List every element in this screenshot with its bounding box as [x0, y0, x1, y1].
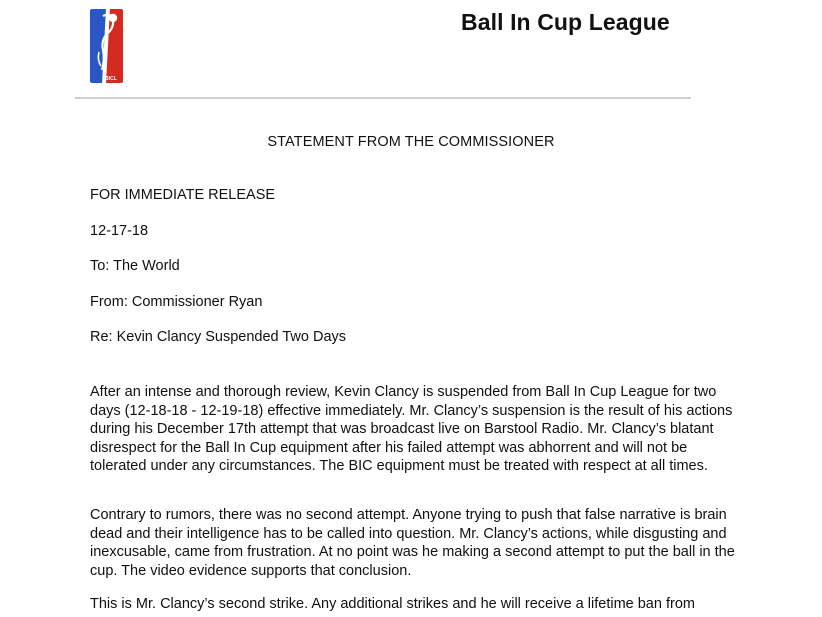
- logo-text: BICL: [105, 76, 117, 82]
- from-line: From: Commissioner Ryan: [90, 294, 263, 310]
- release-line: FOR IMMEDIATE RELEASE: [90, 187, 276, 203]
- league-logo: [89, 8, 124, 84]
- subject-line: Re: Kevin Clancy Suspended Two Days: [90, 329, 347, 345]
- body-paragraph: After an intense and thorough review, Kevin Clancy is suspended from Ball In Cup League for two days (12-18-18 - 12-19-18) effective immediately. Mr. Clancy’s suspension is the result of his actions during his December 17th attempt that was broadcast live on Barstool Radio. Mr. Clancy’s blatant disrespect for the Ball In Cup equipment after his failed attempt was abhorrent and will not be tolerated under any circumstances. The BIC equipment must be treated with respect at all times.: [90, 384, 733, 474]
- to-line: To: The World: [90, 258, 180, 274]
- date-line: 12-17-18: [90, 223, 149, 239]
- league-logo-graphic: [89, 8, 124, 84]
- statement-title: STATEMENT FROM THE COMMISSIONER: [267, 134, 555, 150]
- body-paragraph: Contrary to rumors, there was no second attempt. Anyone trying to push that false narrative is brain dead and their intelligence has to be called into question. Mr. Clancy’s actions, while disgusting and inexcusable, came from frustration. At no point was he making a second attempt to put the ball in the cup. The video evidence supports that conclusion.: [90, 507, 735, 579]
- body-paragraph: This is Mr. Clancy’s second strike. Any additional strikes and he will receive a lifetime ban from: [90, 596, 695, 612]
- organization-title: Ball In Cup League: [461, 9, 670, 35]
- header-divider: [75, 97, 691, 99]
